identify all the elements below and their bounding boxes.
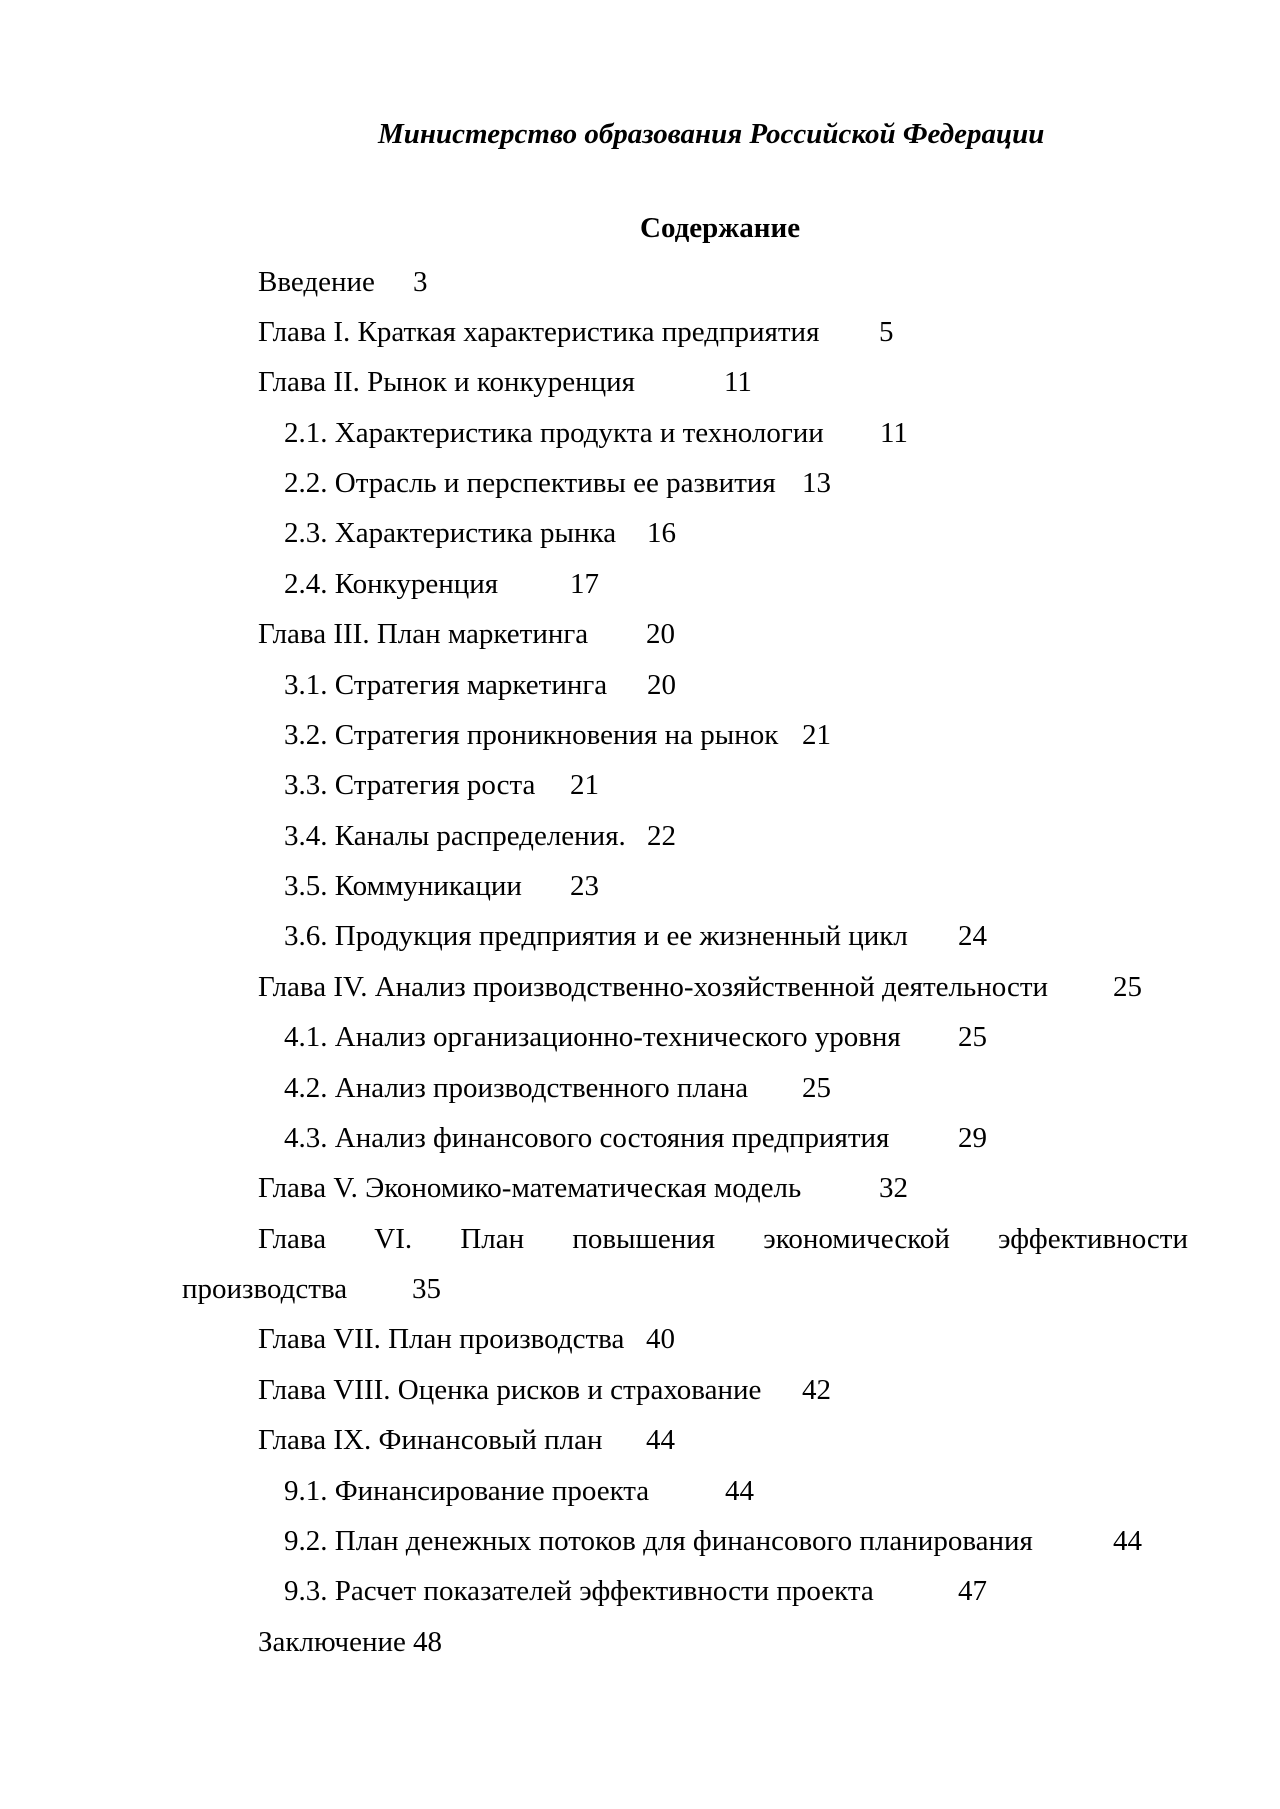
toc-page-number: 35 [412, 1273, 441, 1305]
toc-entry-section-2-3 [284, 515, 676, 551]
toc-label: Глава IX. Финансовый план [258, 1424, 603, 1456]
toc-page-number: 20 [647, 669, 676, 701]
toc-page-number: 20 [646, 618, 675, 650]
toc-title: Содержание [640, 212, 801, 244]
toc-page-number: 44 [1113, 1525, 1142, 1557]
toc-page-number: 21 [802, 719, 831, 751]
toc-label: 3.2. Стратегия проникновения на рынок [284, 719, 779, 751]
toc-entry-section-2-2 [284, 465, 831, 501]
toc-entry-intro [258, 264, 428, 300]
toc-label: Глава I. Краткая характеристика предприятия [258, 316, 820, 348]
toc-page-number: 13 [802, 467, 831, 499]
toc-entry-section-4-3 [284, 1120, 987, 1156]
toc-page-number: 44 [646, 1424, 675, 1456]
toc-label: Глава II. Рынок и конкуренция [258, 366, 635, 398]
toc-entry-section-3-3 [284, 767, 599, 803]
toc-page-number: 40 [646, 1323, 675, 1355]
toc-label: 2.2. Отрасль и перспективы ее развития [284, 467, 776, 499]
toc-label: 9.3. Расчет показателей эффективности проекта [284, 1575, 874, 1607]
toc-word: VI. [374, 1223, 413, 1255]
toc-entry-chapter-5 [258, 1170, 908, 1206]
toc-entry-section-2-1 [284, 415, 908, 451]
toc-page-number: 23 [570, 870, 599, 902]
toc-label: Глава V. Экономико-математическая модель [258, 1172, 802, 1204]
toc-page-number: 11 [724, 366, 752, 398]
toc-entry-chapter-9 [258, 1422, 675, 1458]
toc-entry-section-4-1 [284, 1019, 987, 1055]
toc-page-number: 25 [1113, 971, 1142, 1003]
toc-entry-section-9-1 [284, 1473, 754, 1509]
toc-entry-chapter-1 [258, 314, 894, 350]
toc-page-number: 32 [879, 1172, 908, 1204]
toc-entry-chapter-6 [258, 1221, 1188, 1257]
toc-label: 3.4. Каналы распределения. [284, 820, 626, 852]
toc-entry-chapter-7 [258, 1321, 675, 1357]
toc-label: Глава III. План маркетинга [258, 618, 589, 650]
toc-page-number: 11 [880, 417, 908, 449]
toc-label: Глава VIII. Оценка рисков и страхование [258, 1374, 762, 1406]
toc-entry-section-3-5 [284, 868, 599, 904]
toc-label: производства [182, 1273, 348, 1305]
toc-entry-chapter-2 [258, 364, 752, 400]
toc-page-number: 17 [570, 568, 599, 600]
toc-label: 9.2. План денежных потоков для финансового планирования [284, 1525, 1033, 1557]
toc-entry-section-3-2 [284, 717, 831, 753]
toc-page-number: 44 [725, 1475, 754, 1507]
toc-page-number: 42 [802, 1374, 831, 1406]
toc-page-number: 47 [958, 1575, 987, 1607]
toc-entry-chapter-8 [258, 1372, 831, 1408]
toc-page-number: 24 [958, 920, 987, 952]
toc-label: 4.1. Анализ организационно-технического уровня [284, 1021, 901, 1053]
toc-entry-chapter-3 [258, 616, 675, 652]
toc-label: 4.3. Анализ финансового состояния предприятия [284, 1122, 890, 1154]
toc-word: План [460, 1223, 525, 1255]
toc-entry-chapter-4 [258, 969, 1142, 1005]
toc-label: 4.2. Анализ производственного плана [284, 1072, 749, 1104]
toc-page-number: 22 [647, 820, 676, 852]
toc-word: эффективности [998, 1223, 1188, 1255]
toc-page-number: 48 [413, 1626, 442, 1658]
toc-label: 2.4. Конкуренция [284, 568, 499, 600]
toc-label: Введение [258, 266, 375, 298]
toc-entry-section-3-6 [284, 918, 987, 954]
toc-entry-section-9-3 [284, 1573, 987, 1609]
toc-entry-section-4-2 [284, 1070, 831, 1106]
toc-label: Глава VII. План производства [258, 1323, 625, 1355]
toc-page-number: 16 [647, 517, 676, 549]
toc-label: 3.6. Продукция предприятия и ее жизненный цикл [284, 920, 908, 952]
toc-label: 2.1. Характеристика продукта и технологии [284, 417, 824, 449]
toc-entry-section-9-2 [284, 1523, 1142, 1559]
toc-entry-section-2-4 [284, 566, 599, 602]
toc-page-number: 3 [413, 266, 428, 298]
toc-entry-chapter-6-continuation [182, 1271, 441, 1307]
toc-word: повышения [572, 1223, 716, 1255]
toc-entry-section-3-1 [284, 667, 676, 703]
toc-page-number: 21 [570, 769, 599, 801]
toc-page-number: 5 [879, 316, 894, 348]
toc-label: 3.5. Коммуникации [284, 870, 522, 902]
toc-label: 2.3. Характеристика рынка [284, 517, 617, 549]
toc-label: 3.3. Стратегия роста [284, 769, 536, 801]
toc-word: экономической [763, 1223, 950, 1255]
toc-label: Заключение [258, 1626, 406, 1658]
toc-label: 3.1. Стратегия маркетинга [284, 669, 608, 701]
toc-word: Глава [258, 1223, 327, 1255]
toc-page-number: 25 [958, 1021, 987, 1053]
toc-page-number: 25 [802, 1072, 831, 1104]
ministry-heading: Министерство образования Российской Федерации [378, 118, 1045, 150]
toc-label: Глава IV. Анализ производственно-хозяйственной деятельности [258, 971, 1049, 1003]
toc-entry-section-3-4 [284, 818, 676, 854]
toc-page-number: 29 [958, 1122, 987, 1154]
toc-entry-conclusion [258, 1624, 442, 1660]
toc-label: 9.1. Финансирование проекта [284, 1475, 650, 1507]
